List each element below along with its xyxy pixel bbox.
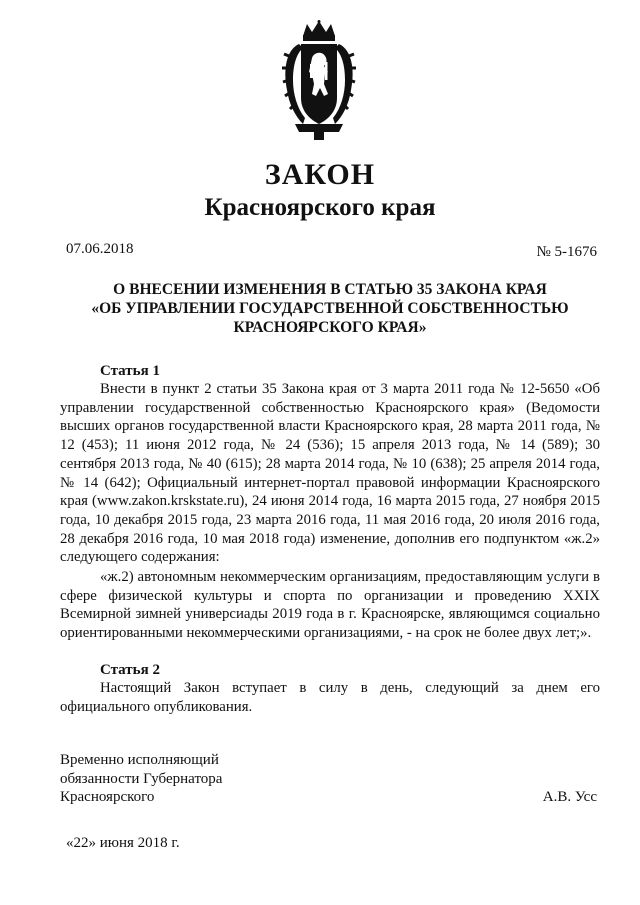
law-heading-line: КРАСНОЯРСКОГО КРАЯ» bbox=[233, 319, 427, 336]
signer-position-line: Временно исполняющий bbox=[60, 752, 219, 768]
document-number: № 5-1676 bbox=[536, 244, 597, 260]
article-1-title: Статья 1 bbox=[100, 363, 160, 379]
law-heading bbox=[60, 280, 600, 337]
document-subtitle: Красноярского края bbox=[204, 194, 436, 221]
law-heading-line: О ВНЕСЕНИИ ИЗМЕНЕНИЯ В СТАТЬЮ 35 ЗАКОНА КРАЯ bbox=[113, 281, 547, 298]
article-2-title: Статья 2 bbox=[100, 662, 160, 678]
signing-date: «22» июня 2018 г. bbox=[66, 835, 180, 851]
document-title: ЗАКОН bbox=[264, 158, 376, 191]
signer-position bbox=[60, 751, 222, 807]
signer-name: А.В. Усс bbox=[542, 789, 597, 805]
article-1-paragraph: Внести в пункт 2 статьи 35 Закона края от 3 марта 2011 года № 12-5650 «Об управлении государственной собственностью Красноярского края» (Ведомости высших органов государственной власти Красноярского края, 28 марта 2011 года, № 12 (453); 11 июня 2012 года, № 24 (536); 15 апреля 2013 года, № 14 (589); 30 сентября 2013 года, № 40 (615); 28 марта 2014 года, № 10 (638); 25 апреля 2014 года, № 14 (642); Официальный интернет-портал правовой информации Красноярского края (www.zakon.krskstate.ru), 24 июня 2014 года, 16 марта 2015 года, 27 ноября 2015 года, 10 декабря 2015 года, 23 марта 2016 года, 11 мая 2016 года, 20 июля 2016 года, 28 декабря 2016 года, 10 мая 2018 года) изменение, дополнив его подпунктом «ж.2» следующего содержания: bbox=[60, 381, 600, 566]
article-2-paragraph: Настоящий Закон вступает в силу в день, следующий за днем его официального опубликования. bbox=[60, 680, 600, 715]
document-date: 07.06.2018 bbox=[66, 241, 134, 257]
coat-of-arms-icon bbox=[281, 20, 357, 142]
signer-position-line: Красноярского bbox=[60, 789, 155, 805]
article-1-quoted-paragraph: «ж.2) автономным некоммерческим организациям, предоставляющим услуги в сфере физической культуры и спорта по организации и проведению XXIX Всемирной зимней универсиады 2019 года в г. Красноярске, являющимся социально ориентированными некоммерческими организациями, - на срок не более двух лет;». bbox=[60, 569, 600, 642]
signer-position-line: обязанности Губернатора bbox=[60, 770, 223, 787]
law-heading-line: «ОБ УПРАВЛЕНИИ ГОСУДАРСТВЕННОЙ СОБСТВЕННОСТЬЮ bbox=[91, 300, 569, 317]
